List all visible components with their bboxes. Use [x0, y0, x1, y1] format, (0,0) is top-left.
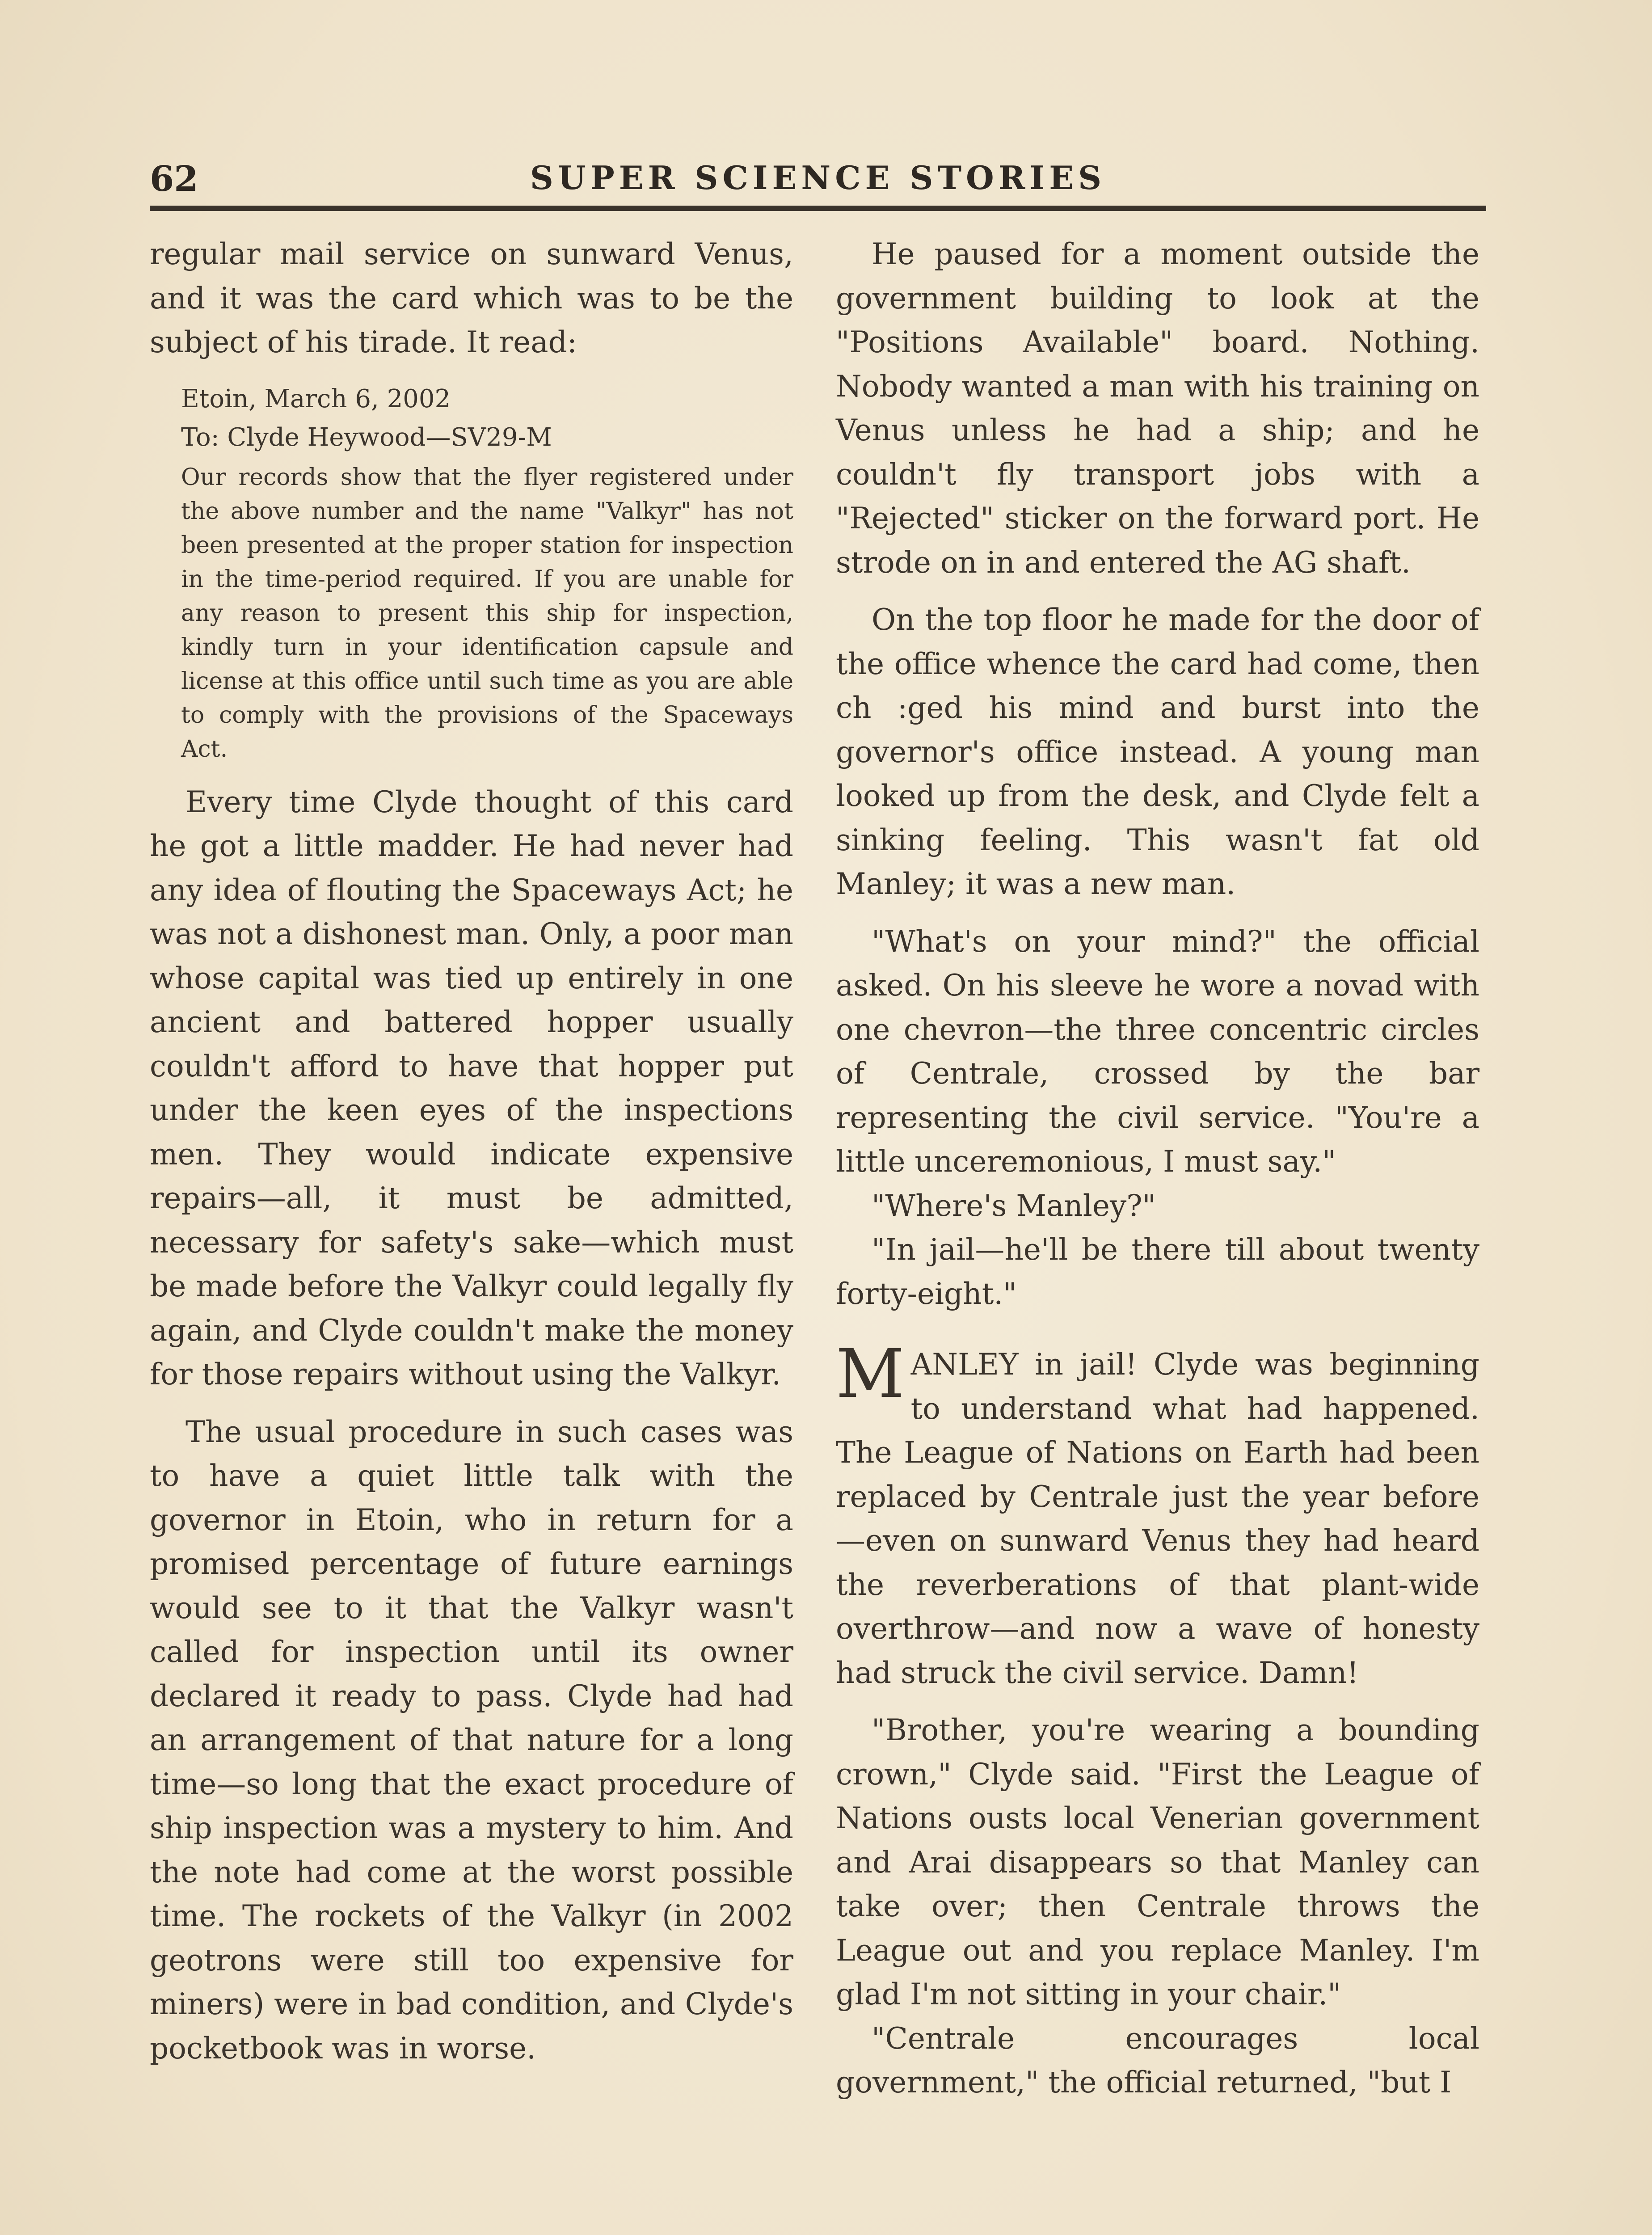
- paragraph-text: ANLEY in jail! Clyde was beginning to understand what had happened. The League of Nations on Earth had been replaced by Centrale just the year before—even on sunward Venus they had heard the reverberations of that plant-wide overthrow—and now a wave of honesty had struck the civil service. Damn!: [836, 1347, 1479, 1690]
- paragraph: "What's on your mind?" the official asked. On his sleeve he wore a novad with one chevron—the three concentric circles of Centrale, crossed by the bar representing the civil service. "You're a little unceremonious, I must say.": [836, 924, 1479, 1179]
- paragraph: The usual procedure in such cases was to have a quiet little talk with the governor in Etoin, who in return for a promised percentage of future earnings would see to it that the Valkyr wasn't called for inspection until its owner declared it ready to pass. Clyde had had an arrangement of that nature for a long time—so long that the exact procedure of ship inspection was a mystery to him. And the note had come at the worst possible time. The rockets of the Valkyr (in 2002 geotrons were still too expensive for miners) were in bad condition, and Clyde's pocketbook was in worse.: [150, 1414, 793, 2066]
- running-title: SUPER SCIENCE STORIES: [530, 159, 1106, 197]
- memo-body: Our records show that the flyer registered under the above number and the name "Valkyr" has not been presented at the proper station for inspection in the time-period required. If you are unable for any reason to present this ship for inspection, kindly turn in your identification capsule and license at this office until such time as you are able to comply with the provisions of the Spaceways Act.: [181, 464, 793, 763]
- page-number: 62: [150, 159, 198, 199]
- drop-cap: M: [836, 1335, 905, 1413]
- memo-card: [181, 380, 793, 766]
- left-column: [150, 232, 793, 2071]
- header-rule: [150, 206, 1486, 211]
- paragraph: regular mail service on sunward Venus, and it was the card which was to be the subject of his tirade. It read:: [150, 237, 793, 359]
- paragraph: He paused for a moment outside the government building to look at the "Positions Available" board. Nothing. Nobody wanted a man with his training on Venus unless he had a ship; and he couldn't fly transport jobs with a "Rejected" sticker on the forward port. He strode on in and entered the AG shaft.: [836, 237, 1479, 580]
- paragraph: "Centrale encourages local government," the official returned, "but I: [836, 2021, 1479, 2100]
- paragraph: "In jail—he'll be there till about twenty forty-eight.": [836, 1232, 1479, 1311]
- paragraph: "Where's Manley?": [872, 1188, 1156, 1223]
- paragraph: Every time Clyde thought of this card he got a little madder. He had never had any idea of flouting the Spaceways Act; he was not a dishonest man. Only, a poor man whose capital was tied up entirely in one ancient and battered hopper usually couldn't afford to have that hopper put under the keen eyes of the inspections men. They would indicate expensive repairs—all, it must be admitted, necessary for safety's sake—which must be made before the Valkyr could legally fly again, and Clyde couldn't make the money for those repairs without using the Valkyr.: [150, 784, 793, 1392]
- memo-recipient: To: Clyde Heywood—SV29-M: [181, 422, 552, 452]
- paragraph: On the top floor he made for the door of the office whence the card had come, then ch :ged his mind and burst into the governor's office instead. A young man looked up from the desk, and Clyde felt a sinking feeling. This wasn't fat old Manley; it was a new man.: [836, 603, 1479, 901]
- section-opening-paragraph: [836, 1335, 1479, 1695]
- right-column: [836, 232, 1479, 2105]
- page-header: [150, 159, 1486, 199]
- memo-date: Etoin, March 6, 2002: [181, 384, 451, 413]
- paragraph: "Brother, you're wearing a bounding crown," Clyde said. "First the League of Nations ousts local Venerian government and Arai disappears so that Manley can take over; then Centrale throws the League out and you replace Manley. I'm glad I'm not sitting in your chair.": [836, 1713, 1479, 2012]
